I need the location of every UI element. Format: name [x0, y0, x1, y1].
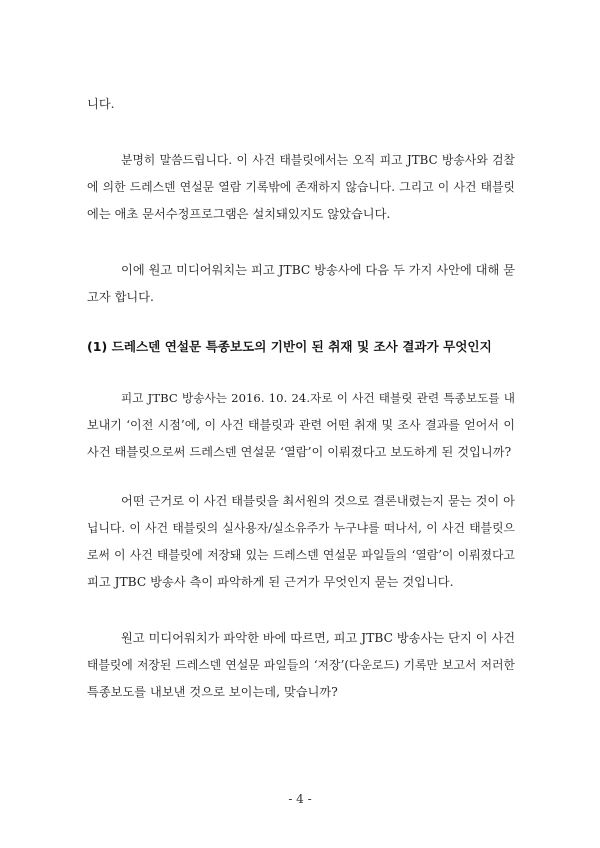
paragraph-4-line-2: 닙니다. 이 사건 태블릿의 실사용자/실소유주가 누구냐를 떠나서, 이 사건 태블릿으 [87, 521, 515, 535]
paragraph-5-line-3: 특종보도를 내보낸 것으로 보이는데, 맞습니까? [87, 685, 338, 699]
paragraph-4-line-3: 로써 이 사건 태블릿에 저장돼 있는 드레스덴 연설문 파일들의 ‘열람’이 이뤄졌다고 [87, 548, 515, 562]
paragraph-2-line-1: 이에 원고 미디어워치는 피고 JTBC 방송사에 다음 두 가지 사안에 대해 묻 [121, 263, 516, 277]
page-number: - 4 - [288, 792, 312, 806]
paragraph-5-line-1: 원고 미디어워치가 파악한 바에 따르면, 피고 JTBC 방송사는 단지 이 사건 [121, 631, 516, 645]
paragraph-4-line-4: 피고 JTBC 방송사 측이 파악하게 된 근거가 무엇인지 묻는 것입니다. [87, 575, 454, 589]
paragraph-1-line-3: 에는 애초 문서수정프로그램은 설치돼있지도 않았습니다. [87, 207, 391, 221]
paragraph-3-line-2: 보내기 ‘이전 시점’에, 이 사건 태블릿과 관련 어떤 취재 및 조사 결과를 얻어서 이 [87, 418, 515, 432]
section-heading: (1) 드레스덴 연설문 특종보도의 기반이 된 취재 및 조사 결과가 무엇인지 [87, 339, 492, 354]
paragraph-continuation-line: 니다. [87, 97, 115, 111]
paragraph-1-line-2: 에 의한 드레스덴 연설문 열람 기록밖에 존재하지 않습니다. 그리고 이 사건 태블릿 [87, 180, 515, 194]
paragraph-4-line-1: 어떤 근거로 이 사건 태블릿을 최서원의 것으로 결론내렸는지 묻는 것이 아 [121, 494, 515, 508]
paragraph-3-line-3: 사건 태블릿으로써 드레스덴 연설문 ‘열람’이 이뤄졌다고 보도하게 된 것입니까? [87, 445, 512, 459]
paragraph-3-line-1: 피고 JTBC 방송사는 2016. 10. 24.자로 이 사건 태블릿 관련 특종보도를 내 [121, 391, 515, 405]
paragraph-5-line-2: 태블릿에 저장된 드레스덴 연설문 파일들의 ‘저장’(다운로드) 기록만 보고서 저러한 [87, 658, 515, 672]
paragraph-2-line-2: 고자 합니다. [87, 290, 154, 304]
paragraph-1-line-1: 분명히 말씀드립니다. 이 사건 태블릿에서는 오직 피고 JTBC 방송사와 검찰 [121, 153, 515, 167]
